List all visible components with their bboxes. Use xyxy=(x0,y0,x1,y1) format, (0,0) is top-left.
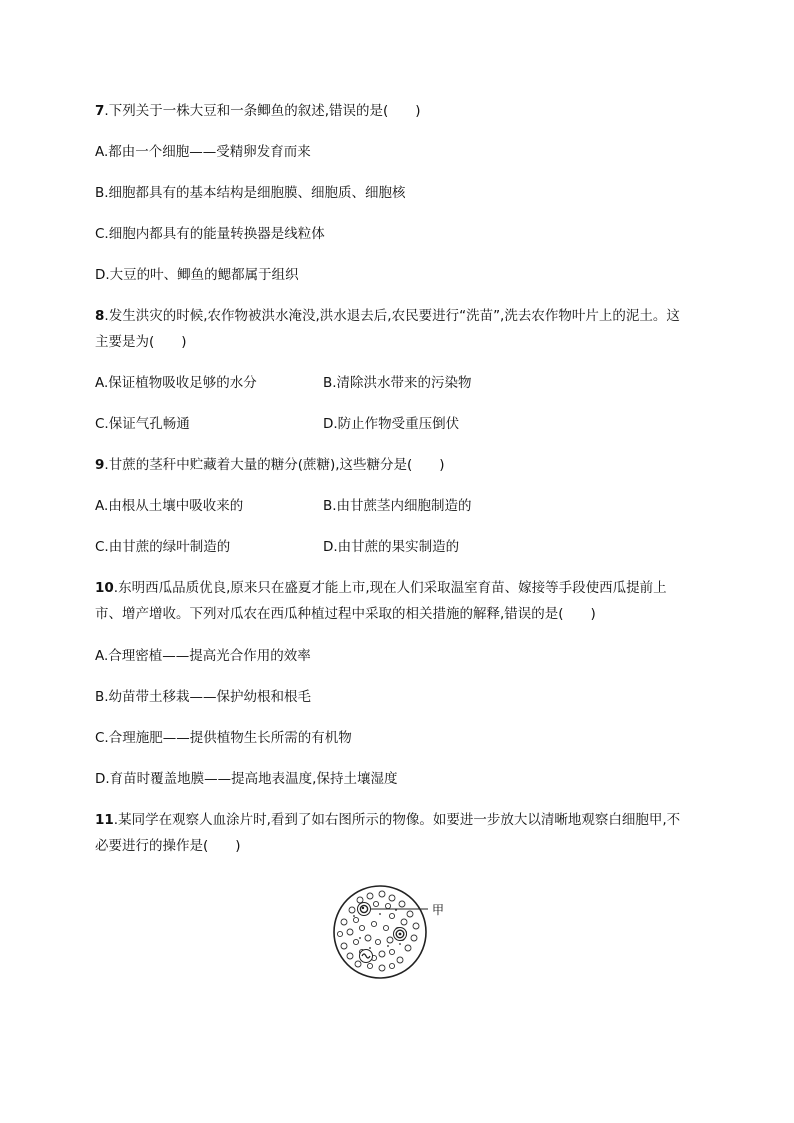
question-7-option-d: D.大豆的叶、鲫鱼的鳃都属于组织 xyxy=(95,267,299,283)
field-of-view-circle xyxy=(334,886,426,978)
label-jia: 甲 xyxy=(432,903,445,917)
question-10-option-a: A.合理密植——提高光合作用的效率 xyxy=(95,648,311,664)
question-8-stem-cont: 主要是为( ) xyxy=(95,334,187,350)
question-7-option-a: A.都由一个细胞——受精卵发育而来 xyxy=(95,144,311,160)
stem-text: .某同学在观察人血涂片时,看到了如右图所示的物像。如要进一步放大以清晰地观察白细胞甲,不 xyxy=(113,812,681,828)
question-10-stem-cont: 市、增产增收。下列对瓜农在西瓜种植过程中采取的相关措施的解释,错误的是( ) xyxy=(95,606,596,622)
question-8-options-row1 xyxy=(95,374,695,392)
question-10-stem xyxy=(95,579,667,597)
question-11-stem-cont: 必要进行的操作是( ) xyxy=(95,838,241,854)
white-blood-cell xyxy=(360,950,373,963)
option-d: D.由甘蔗的果实制造的 xyxy=(323,539,460,555)
question-7-option-b: B.细胞都具有的基本结构是细胞膜、细胞质、细胞核 xyxy=(95,185,406,201)
question-10-option-b: B.幼苗带土移栽——保护幼根和根毛 xyxy=(95,689,312,705)
option-b: B.清除洪水带来的污染物 xyxy=(323,375,472,391)
white-blood-cell xyxy=(394,928,407,941)
option-a: A.保证植物吸收足够的水分 xyxy=(95,375,257,391)
option-a: A.由根从土壤中吸收来的 xyxy=(95,498,244,514)
question-number: 7 xyxy=(95,103,105,119)
option-c: C.由甘蔗的绿叶制造的 xyxy=(95,539,231,555)
question-7-stem xyxy=(95,102,421,120)
question-10-option-c: C.合理施肥——提供植物生长所需的有机物 xyxy=(95,730,352,746)
question-8-options-row2 xyxy=(95,415,695,433)
question-number: 11 xyxy=(95,812,114,828)
question-number: 8 xyxy=(95,308,105,324)
white-blood-cell-jia xyxy=(358,903,371,916)
option-b: B.由甘蔗茎内细胞制造的 xyxy=(323,498,472,514)
question-9-stem xyxy=(95,456,445,474)
stem-text: .东明西瓜品质优良,原来只在盛夏才能上市,现在人们采取温室育苗、嫁接等手段使西瓜提前上 xyxy=(113,580,667,596)
question-9-options-row1 xyxy=(95,497,695,515)
blood-smear-figure xyxy=(330,880,470,990)
stem-text: .甘蔗的茎秆中贮藏着大量的糖分(蔗糖),这些糖分是( ) xyxy=(104,457,445,473)
question-11-stem xyxy=(95,811,680,829)
stem-text: .下列关于一株大豆和一条鲫鱼的叙述,错误的是( ) xyxy=(104,103,421,119)
question-7-option-c: C.细胞内都具有的能量转换器是线粒体 xyxy=(95,226,325,242)
question-10-option-d: D.育苗时覆盖地膜——提高地表温度,保持土壤湿度 xyxy=(95,771,398,787)
blood-smear-diagram xyxy=(330,880,470,990)
option-d: D.防止作物受重压倒伏 xyxy=(323,416,460,432)
question-number: 10 xyxy=(95,580,114,596)
option-c: C.保证气孔畅通 xyxy=(95,416,190,432)
question-8-stem xyxy=(95,307,680,325)
question-9-options-row2 xyxy=(95,538,695,556)
question-number: 9 xyxy=(95,457,105,473)
stem-text: .发生洪灾的时候,农作物被洪水淹没,洪水退去后,农民要进行“洗苗”,洗去农作物叶片上的泥土。这 xyxy=(104,308,680,324)
